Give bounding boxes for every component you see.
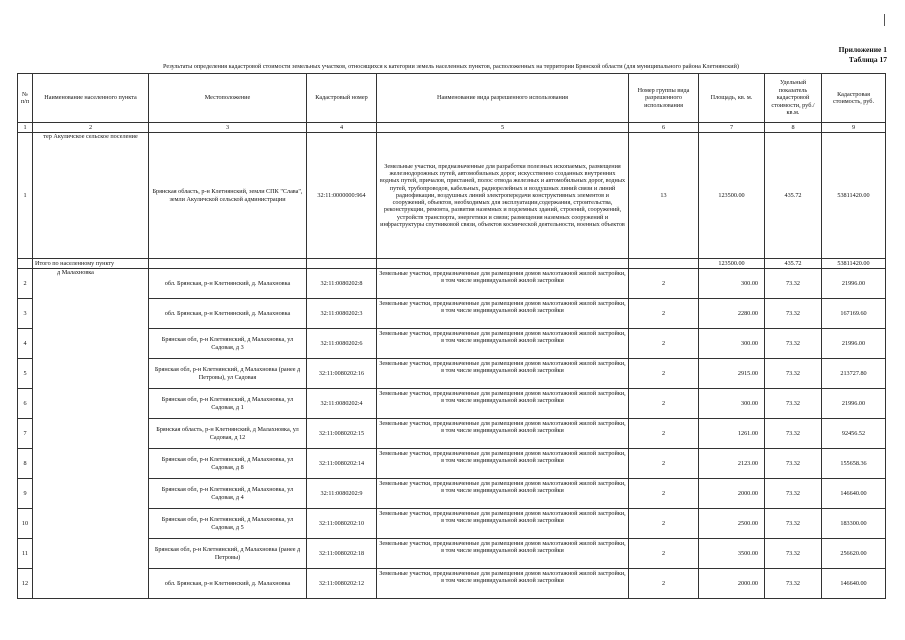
use-group-cell: 2 <box>629 569 699 599</box>
area-cell: 1261.00 <box>699 419 765 449</box>
column-number-row <box>18 123 886 133</box>
table-row <box>18 539 886 569</box>
table-row <box>18 269 886 299</box>
unit-rate-cell: 73.32 <box>765 389 822 419</box>
row-number: 1 <box>18 133 33 259</box>
col-header-area: Площадь, кв. м. <box>699 74 765 123</box>
col-header-unit-rate: Удельный показатель кадастровой стоимости, руб./кв.м. <box>765 74 822 123</box>
table-row <box>18 359 886 389</box>
unit-rate-cell: 73.32 <box>765 329 822 359</box>
use-group-cell: 2 <box>629 359 699 389</box>
cadastral-number-cell: 32:11:0080202:4 <box>307 389 377 419</box>
row-number: 7 <box>18 419 33 449</box>
cadastral-value-table <box>17 73 886 599</box>
area-cell: 2123.00 <box>699 449 765 479</box>
location-cell: Брянская обл, р-н Клетнянский, д Малахновка, ул Садовая, д 3 <box>149 329 307 359</box>
location-cell: Брянская область, р-н Клетнянский, земли СПК "Слава", земли Акуличской сельской администрации <box>149 133 307 259</box>
location-cell: обл. Брянская, р-н Клетнянский, д. Малахновка <box>149 269 307 299</box>
cadastral-number-cell: 32:11:0000000:964 <box>307 133 377 259</box>
page-edge-mark <box>884 14 885 26</box>
col-number: 8 <box>765 123 822 133</box>
cadastral-cost-cell: 92456.52 <box>822 419 886 449</box>
settlement-name <box>33 269 149 599</box>
use-group-cell: 2 <box>629 419 699 449</box>
unit-rate-cell: 73.32 <box>765 299 822 329</box>
permitted-use-cell: Земельные участки, предназначенные для размещения домов малоэтажной жилой застройки, в том числе индивидуальной жилой застройки <box>377 569 629 599</box>
row-number: 2 <box>18 269 33 299</box>
use-group-cell: 2 <box>629 389 699 419</box>
appendix-label: Приложение 1 <box>838 45 887 54</box>
cadastral-number-cell: 32:11:0080202:3 <box>307 299 377 329</box>
table-caption: Результаты определения кадастровой стоимости земельных участков, относящихся к категории земель населенных пунктов, расположенных на территории Брянской области (для муниципального района Клетнянский) <box>163 63 739 70</box>
cadastral-cost-cell: 256620.00 <box>822 539 886 569</box>
cadastral-cost-cell: 183300.00 <box>822 509 886 539</box>
col-number: 4 <box>307 123 377 133</box>
total-empty-cell <box>377 259 629 269</box>
col-number: 5 <box>377 123 629 133</box>
table-row <box>18 419 886 449</box>
use-group-cell: 2 <box>629 269 699 299</box>
total-empty-cell <box>149 259 307 269</box>
table-row <box>18 569 886 599</box>
col-number: 9 <box>822 123 886 133</box>
total-area-cell: 123500.00 <box>699 259 765 269</box>
location-cell: Брянская область, р-н Клетнянский, д Малахновка, ул Садовая, д 12 <box>149 419 307 449</box>
table-row <box>18 389 886 419</box>
row-number: 5 <box>18 359 33 389</box>
permitted-use-cell: Земельные участки, предназначенные для размещения домов малоэтажной жилой застройки, в том числе индивидуальной жилой застройки <box>377 449 629 479</box>
row-number: 3 <box>18 299 33 329</box>
permitted-use-cell: Земельные участки, предназначенные для размещения домов малоэтажной жилой застройки, в том числе индивидуальной жилой застройки <box>377 359 629 389</box>
row-number: 6 <box>18 389 33 419</box>
table-row <box>18 329 886 359</box>
use-group-cell: 13 <box>629 133 699 259</box>
use-group-cell: 2 <box>629 509 699 539</box>
col-number: 7 <box>699 123 765 133</box>
location-cell: Брянская обл, р-н Клетнянский, д Малахновка (ранее д Петровы) <box>149 539 307 569</box>
total-cost-cell: 53811420.00 <box>822 259 886 269</box>
permitted-use-cell: Земельные участки, предназначенные для размещения домов малоэтажной жилой застройки, в том числе индивидуальной жилой застройки <box>377 479 629 509</box>
total-empty-cell <box>629 259 699 269</box>
cadastral-number-cell: 32:11:0080202:10 <box>307 509 377 539</box>
cadastral-number-cell: 32:11:0080202:15 <box>307 419 377 449</box>
unit-rate-cell: 73.32 <box>765 539 822 569</box>
permitted-use-cell: Земельные участки, предназначенные для размещения домов малоэтажной жилой застройки, в том числе индивидуальной жилой застройки <box>377 389 629 419</box>
unit-rate-cell: 73.32 <box>765 359 822 389</box>
settlement-total-row <box>18 259 886 269</box>
use-group-cell: 2 <box>629 329 699 359</box>
table-row <box>18 479 886 509</box>
cadastral-number-cell: 32:11:0080202:16 <box>307 359 377 389</box>
cadastral-number-cell: 32:11:0080202:12 <box>307 569 377 599</box>
unit-rate-cell: 73.32 <box>765 419 822 449</box>
area-cell: 2000.00 <box>699 479 765 509</box>
location-cell: обл. Брянская, р-н Клетнянский, д. Малахновка <box>149 569 307 599</box>
unit-rate-cell: 73.32 <box>765 269 822 299</box>
table-number-label: Таблица 17 <box>848 55 887 64</box>
permitted-use-cell: Земельные участки, предназначенные для размещения домов малоэтажной жилой застройки, в том числе индивидуальной жилой застройки <box>377 509 629 539</box>
area-cell: 2500.00 <box>699 509 765 539</box>
col-header-number: № п/п <box>18 74 33 123</box>
cadastral-cost-cell: 53811420.00 <box>822 133 886 259</box>
cadastral-number-cell: 32:11:0080202:8 <box>307 269 377 299</box>
row-number: 8 <box>18 449 33 479</box>
settlement-total-label: Итого по населенному пункту <box>33 259 149 269</box>
location-cell: Брянская обл, р-н Клетнянский, д Малахновка, ул Садовая, д 4 <box>149 479 307 509</box>
cadastral-number-cell: 32:11:0080202:6 <box>307 329 377 359</box>
unit-rate-cell: 73.32 <box>765 479 822 509</box>
cadastral-number-cell: 32:11:0080202:9 <box>307 479 377 509</box>
unit-rate-cell: 73.32 <box>765 569 822 599</box>
col-header-location: Местоположение <box>149 74 307 123</box>
area-cell: 300.00 <box>699 269 765 299</box>
col-header-use-group: Номер группы вида разрешенного использования <box>629 74 699 123</box>
col-number: 2 <box>33 123 149 133</box>
col-number: 3 <box>149 123 307 133</box>
permitted-use-cell: Земельные участки, предназначенные для размещения домов малоэтажной жилой застройки, в том числе индивидуальной жилой застройки <box>377 539 629 569</box>
location-cell: обл. Брянская, р-н Клетнянский, д. Малахновка <box>149 299 307 329</box>
cadastral-cost-cell: 21996.00 <box>822 389 886 419</box>
location-cell: Брянская обл, р-н Клетнянский, д Малахновка (ранее д Петровы), ул Садовая <box>149 359 307 389</box>
settlement-name: тер Акуличское сельское поселение <box>33 133 149 259</box>
col-header-permitted-use: Наименование вида разрешенного использования <box>377 74 629 123</box>
area-cell: 2280.00 <box>699 299 765 329</box>
row-number: 10 <box>18 509 33 539</box>
unit-rate-cell: 73.32 <box>765 509 822 539</box>
total-empty-cell <box>307 259 377 269</box>
table-row <box>18 299 886 329</box>
col-number: 6 <box>629 123 699 133</box>
header-row <box>18 74 886 123</box>
area-cell: 123500.00 <box>699 133 765 259</box>
col-header-settlement: Наименование населенного пункта <box>33 74 149 123</box>
cadastral-cost-cell: 167169.60 <box>822 299 886 329</box>
table-row <box>18 509 886 539</box>
area-cell: 3500.00 <box>699 539 765 569</box>
permitted-use-cell: Земельные участки, предназначенные для размещения домов малоэтажной жилой застройки, в том числе индивидуальной жилой застройки <box>377 269 629 299</box>
unit-rate-cell: 435.72 <box>765 133 822 259</box>
table-row <box>18 133 886 259</box>
settlement-name-text: д Малахновка <box>57 269 94 276</box>
location-cell: Брянская обл, р-н Клетнянский, д Малахновка, ул Садовая, д 5 <box>149 509 307 539</box>
cadastral-cost-cell: 21996.00 <box>822 329 886 359</box>
table-row <box>18 449 886 479</box>
area-cell: 300.00 <box>699 389 765 419</box>
area-cell: 2915.00 <box>699 359 765 389</box>
permitted-use-cell: Земельные участки, предназначенные для размещения домов малоэтажной жилой застройки, в том числе индивидуальной жилой застройки <box>377 419 629 449</box>
location-cell: Брянская обл, р-н Клетнянский, д Малахновка, ул Садовая, д 1 <box>149 389 307 419</box>
row-number: 11 <box>18 539 33 569</box>
cadastral-cost-cell: 146640.00 <box>822 479 886 509</box>
area-cell: 2000.00 <box>699 569 765 599</box>
total-unit-rate-cell: 435.72 <box>765 259 822 269</box>
cadastral-cost-cell: 155658.36 <box>822 449 886 479</box>
row-number: 9 <box>18 479 33 509</box>
cadastral-cost-cell: 213727.80 <box>822 359 886 389</box>
row-number: 12 <box>18 569 33 599</box>
use-group-cell: 2 <box>629 299 699 329</box>
cadastral-number-cell: 32:11:0080202:18 <box>307 539 377 569</box>
total-empty-cell <box>18 259 33 269</box>
use-group-cell: 2 <box>629 539 699 569</box>
col-header-cadastral-cost: Кадастровая стоимость, руб. <box>822 74 886 123</box>
cadastral-cost-cell: 146640.00 <box>822 569 886 599</box>
use-group-cell: 2 <box>629 479 699 509</box>
permitted-use-cell: Земельные участки, предназначенные для размещения домов малоэтажной жилой застройки, в том числе индивидуальной жилой застройки <box>377 299 629 329</box>
unit-rate-cell: 73.32 <box>765 449 822 479</box>
use-group-cell: 2 <box>629 449 699 479</box>
permitted-use-cell: Земельные участки, предназначенные для разработки полезных ископаемых, размещения железнодорожных путей, автомобильных дорог, искусственно созданных внутренних водных путей, причалов, пристаней, полос отвода железных и автомобильных дорог, водных путей, трубопроводов, кабельных, радиорелейных и воздушных линий связи и линий радиофикации, воздушных линий электропередачи конструктивных элементов и сооружений, объектов, необходимых для эксплуатации,содержания, строительства, реконструкции, ремонта, развития наземных и подземных зданий, строений, сооружений, устройств транспорта, энергетики и связи; размещения наземных сооружений и инфраструктуры спутниковой связи, объектов космической деятельности, военных объектов <box>377 133 629 259</box>
col-number: 1 <box>18 123 33 133</box>
permitted-use-cell: Земельные участки, предназначенные для размещения домов малоэтажной жилой застройки, в том числе индивидуальной жилой застройки <box>377 329 629 359</box>
cadastral-cost-cell: 21996.00 <box>822 269 886 299</box>
area-cell: 300.00 <box>699 329 765 359</box>
cadastral-number-cell: 32:11:0080202:14 <box>307 449 377 479</box>
location-cell: Брянская обл, р-н Клетнянский, д Малахновка, ул Садовая, д 8 <box>149 449 307 479</box>
col-header-cadastral-number: Кадастровый номер <box>307 74 377 123</box>
row-number: 4 <box>18 329 33 359</box>
